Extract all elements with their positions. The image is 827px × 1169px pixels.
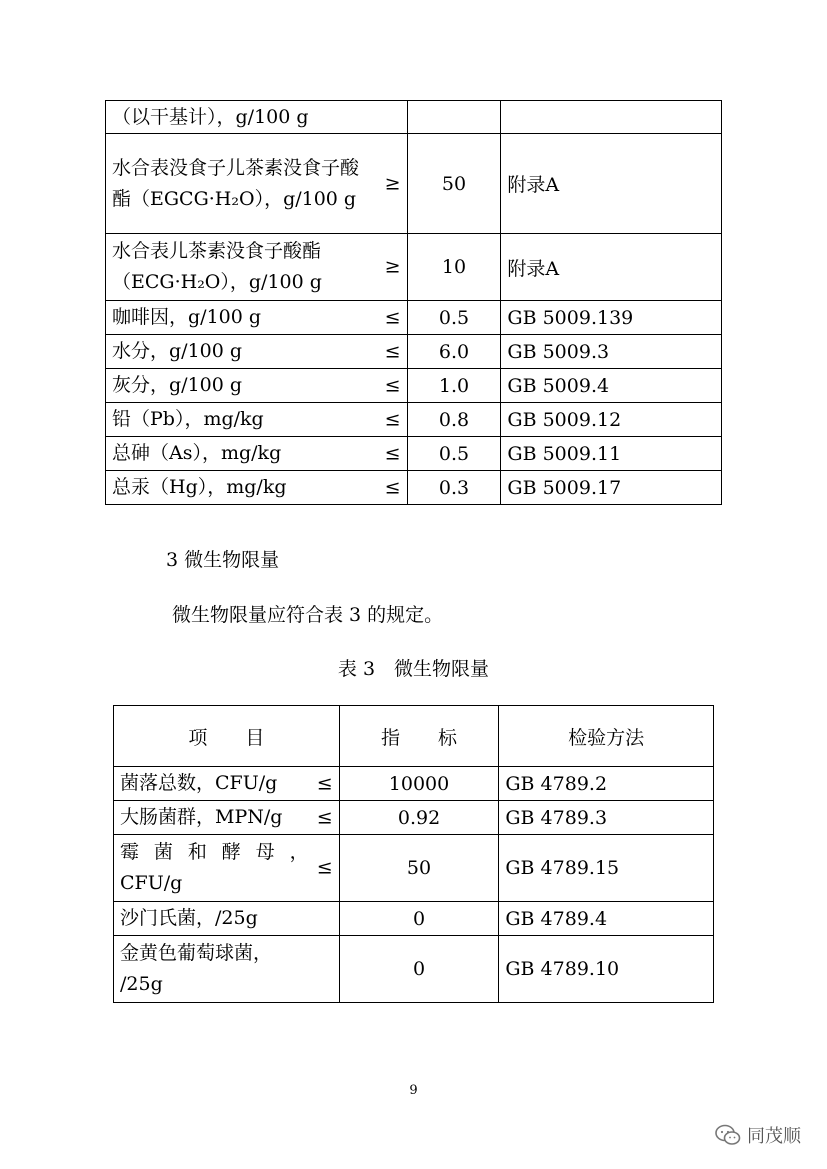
comparison-symbol: ≥ [384,255,401,278]
method-cell: GB 4789.15 [499,835,714,902]
method-cell: 附录A [501,134,722,234]
page-number: 9 [409,1083,418,1098]
comparison-symbol: ≤ [384,340,401,362]
method-cell: GB 4789.2 [499,767,714,801]
value-cell: 1.0 [407,369,501,403]
item-cell: 菌落总数，CFU/g ≤ [114,767,340,801]
item-cell: 总汞（Hg），mg/kg ≤ [106,471,408,505]
method-cell: 附录A [501,234,722,301]
table-row [114,767,714,801]
value-cell [407,101,501,134]
method-cell: GB 5009.4 [501,369,722,403]
microbiological-limits-table [113,705,714,1003]
value-cell: 10000 [339,767,499,801]
watermark-text: 同茂顺 [747,1126,801,1147]
value-cell: 50 [407,134,501,234]
table-row [106,234,722,301]
item-cell: 水合表儿茶素没食子酸酯（ECG·H₂O），g/100 g ≥ [106,234,408,301]
value-cell: 10 [407,234,501,301]
comparison-symbol: ≤ [316,772,333,794]
section-paragraph: 微生物限量应符合表 3 的规定。 [172,604,444,626]
header-item: 项 目 [114,706,340,767]
header-value: 指 标 [339,706,499,767]
item-cell: 铅（Pb），mg/kg ≤ [106,403,408,437]
value-cell: 6.0 [407,335,501,369]
item-cell: 大肠菌群，MPN/g ≤ [114,801,340,835]
method-cell: GB 5009.17 [501,471,722,505]
item-line: /25g [120,973,163,995]
comparison-symbol: ≤ [316,856,333,879]
method-cell: GB 5009.3 [501,335,722,369]
table-row [114,936,714,1003]
table-row [106,437,722,471]
table-row [106,369,722,403]
item-cell: 水合表没食子儿茶素没食子酸酯（EGCG·H₂O），g/100 g ≥ [106,134,408,234]
watermark [715,1122,801,1148]
comparison-symbol: ≤ [384,442,401,464]
item-cell: （以干基计），g/100 g [106,101,408,134]
value-cell: 0.92 [339,801,499,835]
comparison-symbol: ≤ [384,306,401,328]
item-cell: 水分，g/100 g ≤ [106,335,408,369]
method-cell [501,101,722,134]
header-method: 检验方法 [499,706,714,767]
item-line: 霉菌和酵母， [120,841,309,863]
value-cell: 0.5 [407,301,501,335]
table-row [114,801,714,835]
item-cell [114,936,340,1003]
item-cell: 总砷（As），mg/kg ≤ [106,437,408,471]
method-cell: GB 5009.12 [501,403,722,437]
value-cell: 0 [339,936,499,1003]
table-header-row [114,706,714,767]
value-cell: 0.3 [407,471,501,505]
composition-table [105,100,722,505]
table-title: 表 3 微生物限量 [337,658,490,680]
item-line: 金黄色葡萄球菌， [120,942,273,964]
item-cell: 沙门氏菌，/25g [114,902,340,936]
value-cell: 0.5 [407,437,501,471]
comparison-symbol: ≤ [384,408,401,430]
table-row [114,902,714,936]
wechat-icon [715,1124,741,1146]
table-row [106,471,722,505]
table-row [114,835,714,902]
method-cell: GB 4789.4 [499,902,714,936]
value-cell: 0.8 [407,403,501,437]
value-cell: 0 [339,902,499,936]
method-cell: GB 5009.139 [501,301,722,335]
item-cell [114,835,340,902]
method-cell: GB 4789.3 [499,801,714,835]
comparison-symbol: ≤ [384,374,401,396]
method-cell: GB 5009.11 [501,437,722,471]
table-row [106,101,722,134]
table-row [106,335,722,369]
section-heading: 3 微生物限量 [166,549,280,571]
comparison-symbol: ≤ [384,476,401,498]
item-line: CFU/g [120,872,183,894]
comparison-symbol: ≤ [316,806,333,828]
table-row [106,403,722,437]
item-cell: 灰分，g/100 g ≤ [106,369,408,403]
table-row [106,134,722,234]
value-cell: 50 [339,835,499,902]
comparison-symbol: ≥ [384,172,401,194]
method-cell: GB 4789.10 [499,936,714,1003]
item-cell: 咖啡因，g/100 g ≤ [106,301,408,335]
table-row [106,301,722,335]
